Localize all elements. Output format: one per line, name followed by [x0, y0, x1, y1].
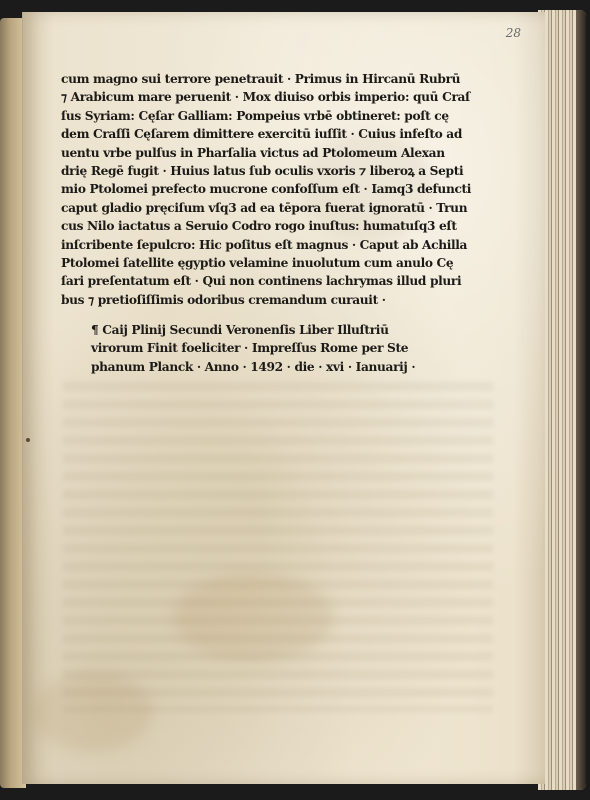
colophon-line: phanum Planck · Anno · 1492 · die · xvi · Ianuarij · [91, 359, 416, 374]
text-line: ſus Syriam: Cęſar Galliam: Pompeius vrbē obtineret: poſt cę [61, 108, 449, 123]
text-line: mio Ptolomei prefecto mucrone confoſſum eſt · Iamq3 defuncti [61, 182, 472, 197]
text-line: drię Regē fugit · Huius latus ſub oculis vxoris ⁊ liberoꝝ a Septi [61, 164, 464, 179]
body-text [61, 70, 472, 309]
text-line: ⁊ Arabicum mare peruenit · Mox diuiso orbis imperio: quū Craſ [61, 90, 470, 105]
worm-hole [26, 438, 30, 442]
show-through-text [63, 382, 493, 712]
text-line: inſcribente ſepulcro: Hic poſitus eſt magnus · Caput ab Achilla [61, 237, 468, 252]
colophon-line: ¶ Caij Plinij Secundi Veronenſis Liber Illuſtriū [91, 323, 389, 337]
colophon [91, 321, 451, 376]
text-line: bus ⁊ pretioſiſſimis odoribus cremandum curauit · [61, 292, 386, 307]
text-line: Ptolomei ſatellite ęgyptio velamine inuolutum cum anulo Cę [61, 256, 454, 271]
book-page [22, 12, 545, 784]
page-edges-stack [538, 10, 586, 790]
folio-number: 28 [505, 26, 521, 40]
text-line: caput gladio pręciſum vſq3 ad ea tēpora fuerat ignoratū · Trun [61, 200, 468, 215]
text-line: ſari preſentatum eſt · Qui non continens lachrymas illud pluri [61, 274, 462, 289]
text-line: cum magno sui terrore penetrauit · Primus in Hircanū Rubrū [61, 72, 461, 86]
colophon-line: virorum Finit foeliciter · Impreſſus Rome per Ste [91, 341, 409, 356]
text-line: cus Nilo iactatus a Seruio Codro rogo inuſtus: humatuſq3 eſt [61, 219, 457, 234]
text-line: dem Craſſi Cęſarem dimittere exercitū iuſſit · Cuius infeſto ad [61, 127, 463, 142]
text-line: uentu vrbe pulſus in Pharſalia victus ad Ptolomeum Alexan [61, 145, 445, 160]
